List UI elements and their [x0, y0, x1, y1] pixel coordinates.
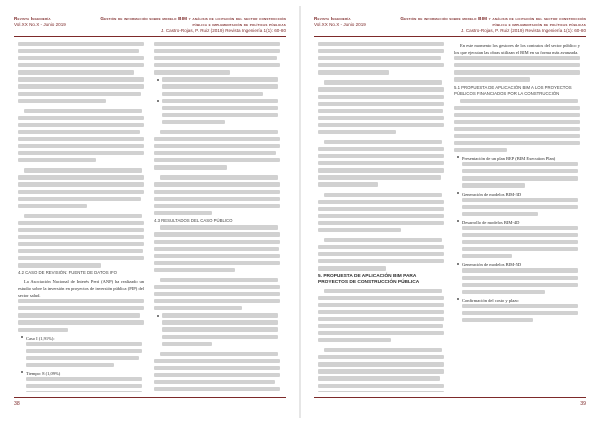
page-number: 39 [580, 401, 586, 407]
journal-volume: Vol.XX No.X - Junio 2019 [314, 22, 366, 28]
article-title: Gestión de información sobre modelo BIM y análisis de licitación del sector construcción pública e implementación de políticas públicas [100, 16, 286, 28]
page-number: 38 [14, 401, 20, 407]
right-column-2 [454, 42, 580, 392]
bullet-icon [457, 263, 459, 265]
list-item [454, 191, 580, 198]
bullet-lead-text: Generación de modelos BIM-5D [462, 262, 522, 268]
bullet-lead-text: Confirmación del costo y plazo [462, 297, 519, 303]
bullet-icon [457, 298, 459, 300]
list-item [18, 335, 144, 342]
article-authors: J. Castro-Rojas, P. Ruiz (2019) Revista Ingeniería 1(1): 60-80 [160, 28, 286, 34]
header-title-block [88, 16, 286, 35]
right-page-footer [314, 397, 586, 410]
bullet-lead-text: Tiempo: 8 (1,09%) [26, 371, 61, 376]
running-header [14, 14, 286, 37]
case-intro-text: La Asociación Nacional de Interés Perú (ANP) ha realizado un estudio sobre la inversión en proyectos de inversión pública (PIP) del sector salud. [18, 278, 144, 299]
header-journal-block [14, 16, 84, 28]
running-header [314, 14, 586, 37]
right-page [306, 6, 594, 418]
bullet-icon [157, 315, 159, 317]
left-page-columns [18, 42, 282, 392]
list-item [18, 370, 144, 377]
list-item [454, 155, 580, 162]
journal-name: Revista Ingeniería [14, 16, 51, 21]
list-item [454, 297, 580, 304]
page-gutter [299, 6, 301, 418]
header-journal-block [314, 16, 384, 28]
bullet-icon [157, 79, 159, 81]
subsection-5-1-heading: 5.1 PROPUESTA DE APLICACIÓN BIM A LOS PROYECTOS PÚBLICOS FINANCIADOS POR LA CONSTRUCCIÓN [454, 84, 572, 96]
results-heading: 4.3 RESULTADOS DEL CASO PÚBLICO [154, 217, 233, 223]
article-authors: J. Castro-Rojas, P. Ruiz (2019) Revista Ingeniería 1(1): 60-80 [460, 28, 586, 34]
section-5-heading: 5. PROPUESTA DE APLICACIÓN BIM PARA PROYECTOS DE CONSTRUCCIÓN PÚBLICA [318, 273, 420, 286]
bullet-lead-text: Generación de modelos BIM-3D [462, 191, 522, 197]
article-title: Gestión de información sobre modelo BIM y análisis de licitación del sector construcción pública e implementación de políticas públicas [400, 16, 586, 28]
header-title-block [388, 16, 586, 35]
bullet-icon [457, 220, 459, 222]
left-column-1 [18, 42, 144, 392]
right-page-columns [318, 42, 582, 392]
list-item [454, 219, 580, 226]
bullet-icon [21, 336, 23, 338]
journal-volume: Vol.XX No.X - Junio 2019 [14, 22, 66, 28]
left-column-2 [154, 42, 280, 392]
bullet-lead-text: Presentación de un plan BEP (BIM Execution Plan) [462, 156, 556, 162]
list-item [454, 261, 580, 268]
right-intro-text: En este momento los gestores de los contratos del sector público y los que ejecutan las obras utilizan el BIM en su forma más avanzada. [454, 43, 580, 56]
bullet-icon [157, 100, 159, 102]
left-page-footer [14, 397, 286, 410]
journal-name: Revista Ingeniería [314, 16, 351, 21]
case-heading: 4.2 CASO DE REVISIÓN: FUENTE DE DATOS IFO [18, 270, 117, 276]
bullet-lead-text: Desarrollo de modelos BIM-4D [462, 219, 520, 225]
left-page [6, 6, 294, 418]
bullet-icon [21, 371, 23, 373]
bullet-lead-text: Caso I (1,91%): [26, 335, 55, 341]
bullet-icon [457, 192, 459, 194]
right-column-1 [318, 42, 444, 392]
bullet-icon [457, 156, 459, 158]
